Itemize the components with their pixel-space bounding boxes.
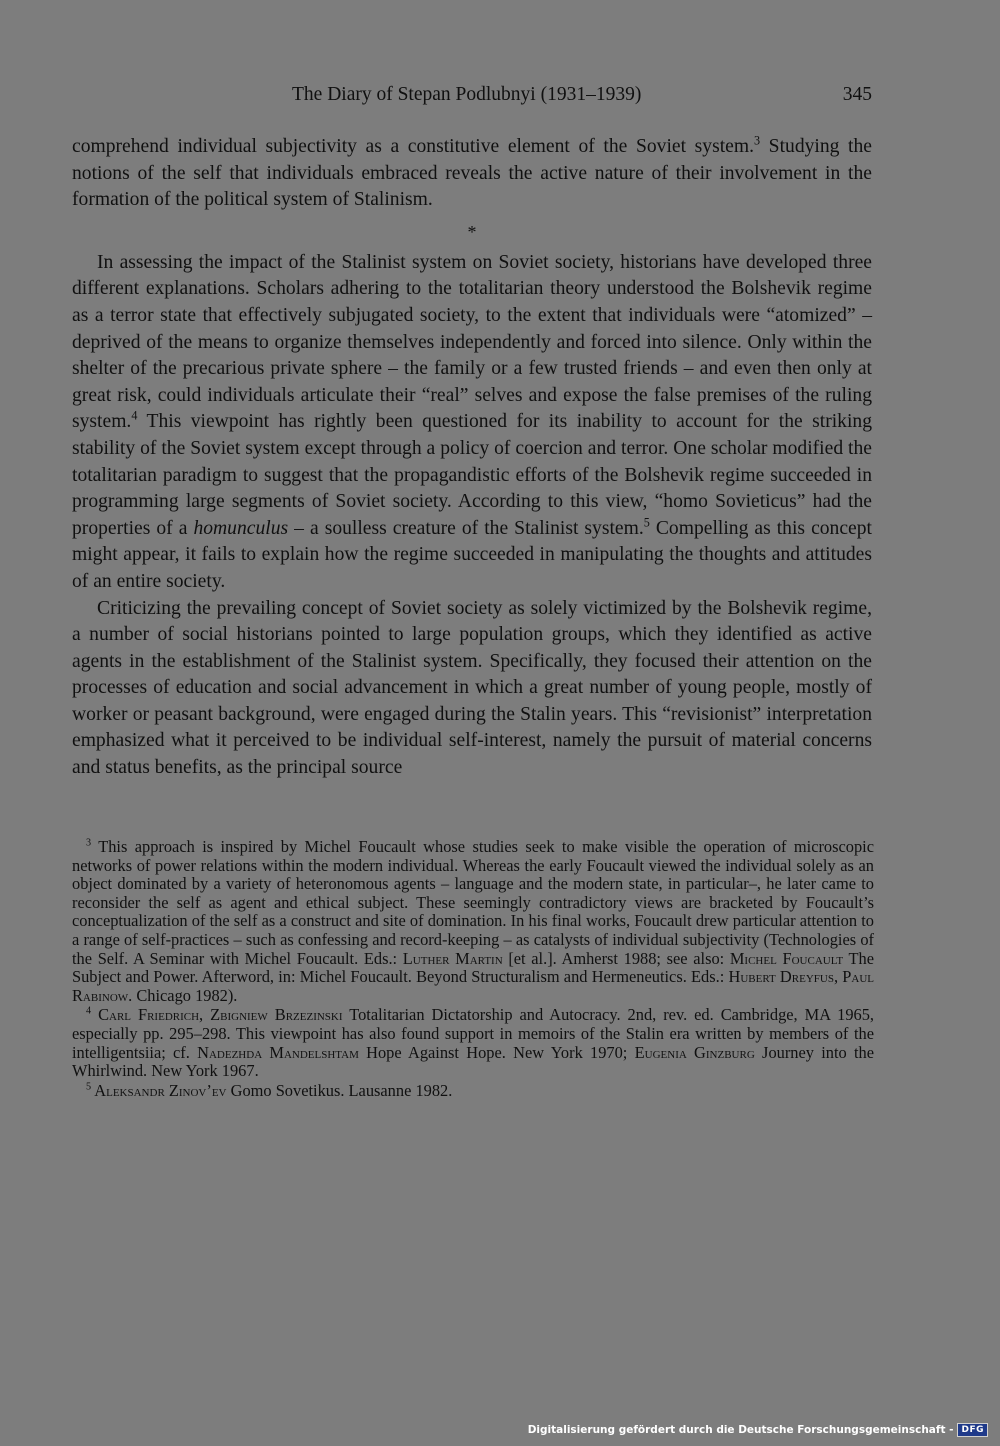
footnote-number-3: 3 <box>86 837 92 849</box>
footnote-5 <box>72 1082 874 1101</box>
paragraph-3: Criticizing the prevailing concept of Soviet society as solely victimized by the Bolshevik regime, a number of social historians pointed to large population groups, which they identified as active agents in the establishment of the Stalinist system. Specifically, they focused their attention on the processes of education and social advancement in which a great number of young people, mostly of worker or peasant background, were engaged during the Stalin years. This “revisionist” interpretation emphasized what it perceived to be individual self-interest, namely the pursuit of material concerns and status benefits, as the principal source <box>72 597 872 779</box>
footnote-3-text-b: [et al.]. Amherst 1988; see also: <box>502 948 730 968</box>
footnote-4-text-b: Hope Against Hope. New York 1970; <box>358 1042 635 1062</box>
paragraph-1-text-a: comprehend individual subjectivity as a constitutive element of the Soviet system. <box>72 136 754 157</box>
credit-text: Digitalisierung gefördert durch die Deutsche Forschungsgemeinschaft - <box>527 1424 954 1436</box>
digitization-credit <box>528 1420 988 1440</box>
section-separator: * <box>467 221 477 242</box>
footnote-3-text-d: . Chicago 1982). <box>128 985 238 1005</box>
dfg-logo[interactable]: DFG <box>957 1423 988 1437</box>
footnote-number-4: 4 <box>86 1005 92 1017</box>
page-number: 345 <box>842 84 872 105</box>
footnote-3-text-a: This approach is inspired by Michel Foucault whose studies seek to make visible the operation of microscopic networks of power relations within the modern individual. Whereas the early Foucault viewed the individual solely as an object dominated by a variety of heteronomous agents – language and the modern state, in particular–, he later came to reconsider the self as agent and ethical subject. These seemingly contradictory views are bracketed by Foucault’s conceptualization of the self as a construct and site of domination. In his final works, Foucault drew particular attention to a range of self-practices – such as confessing and record-keeping – as catalysts of individual subjectivity (Technologies of the Self. A Seminar with Michel Foucault. Eds.: <box>72 837 874 968</box>
footnote-ref-5[interactable]: 5 <box>643 515 650 530</box>
footnote-ref-4[interactable]: 4 <box>131 408 138 423</box>
author-name: Aleksandr Zinov’ev <box>91 1080 227 1100</box>
author-name: Carl Friedrich, Zbigniew Brzezinski <box>91 1005 343 1025</box>
main-text <box>72 134 872 782</box>
author-name: Eugenia Ginzburg <box>634 1042 755 1062</box>
paragraph-1-text-b: Studying the notions of the self that individuals embraced reveals the active nature of their involvement in the formation of the political system of Stalinism. <box>72 136 872 211</box>
footnote-4 <box>72 1006 874 1080</box>
footnote-number-5: 5 <box>86 1081 92 1093</box>
footnote-ref-3[interactable]: 3 <box>753 133 761 148</box>
footnote-4-text-a: Totalitarian Dictatorship and Autocracy. 2nd, rev. ed. Cambridge, MA 1965, especially pp. 295–298. This viewpoint has also found support in memoirs of the Stalin era written by members of the intelligentsiia; cf. <box>72 1005 874 1062</box>
footnote-5-text-a: Gomo Sovetikus. Lausanne 1982. <box>226 1080 453 1100</box>
author-name: Hubert Dreyfus, Paul Rabinow <box>72 967 874 1005</box>
footnote-3-text-c: The Subject and Power. Afterword, in: Michel Foucault. Beyond Structuralism and Hermeneutics. Eds.: <box>72 948 874 987</box>
author-name: Nadezhda Mandelshtam <box>197 1042 359 1062</box>
paragraph-2-text-d: Compelling as this concept might appear, it fails to explain how the regime succeeded in manipulating the thoughts and attitudes of an entire society. <box>72 517 872 592</box>
paragraph-2 <box>72 250 872 596</box>
paragraph-2-text-b: This viewpoint has rightly been questioned for its inability to account for the striking stability of the Soviet system except through a policy of coercion and terror. One scholar modified the totalitarian paradigm to suggest that the propagandistic efforts of the Bolshevik regime succeeded in programming large segments of Soviet society. According to this view, “homo Sovieticus” had the properties of a <box>72 411 872 539</box>
running-header <box>72 84 872 112</box>
paragraph-1 <box>72 134 872 214</box>
italic-term: homunculus <box>193 517 289 539</box>
author-name: Michel Foucault <box>729 948 844 968</box>
paragraph-2-text-c: – a soulless creature of the Stalinist system. <box>288 517 644 539</box>
running-title: The Diary of Stepan Podlubnyi (1931–1939) <box>292 84 642 105</box>
paragraph-2-text-a: In assessing the impact of the Stalinist system on Soviet society, historians have developed three different explanations. Scholars adhering to the totalitarian theory understood the Bolshevik regime as a terror state that effectively subjugated society, to the extent that individuals were “atomized” – deprived of the means to organize themselves independently and forced into silence. Only within the shelter of the precarious private sphere – the family or a few trusted friends – and even then only at great risk, could individuals articulate their “real” selves and expose the false premises of the ruling system. <box>72 251 872 433</box>
footnote-4-text-c: Journey into the Whirlwind. New York 1967. <box>72 1042 875 1081</box>
author-name: Luther Martin <box>402 948 503 968</box>
footnote-3 <box>72 838 874 1005</box>
footnotes <box>72 838 874 1101</box>
